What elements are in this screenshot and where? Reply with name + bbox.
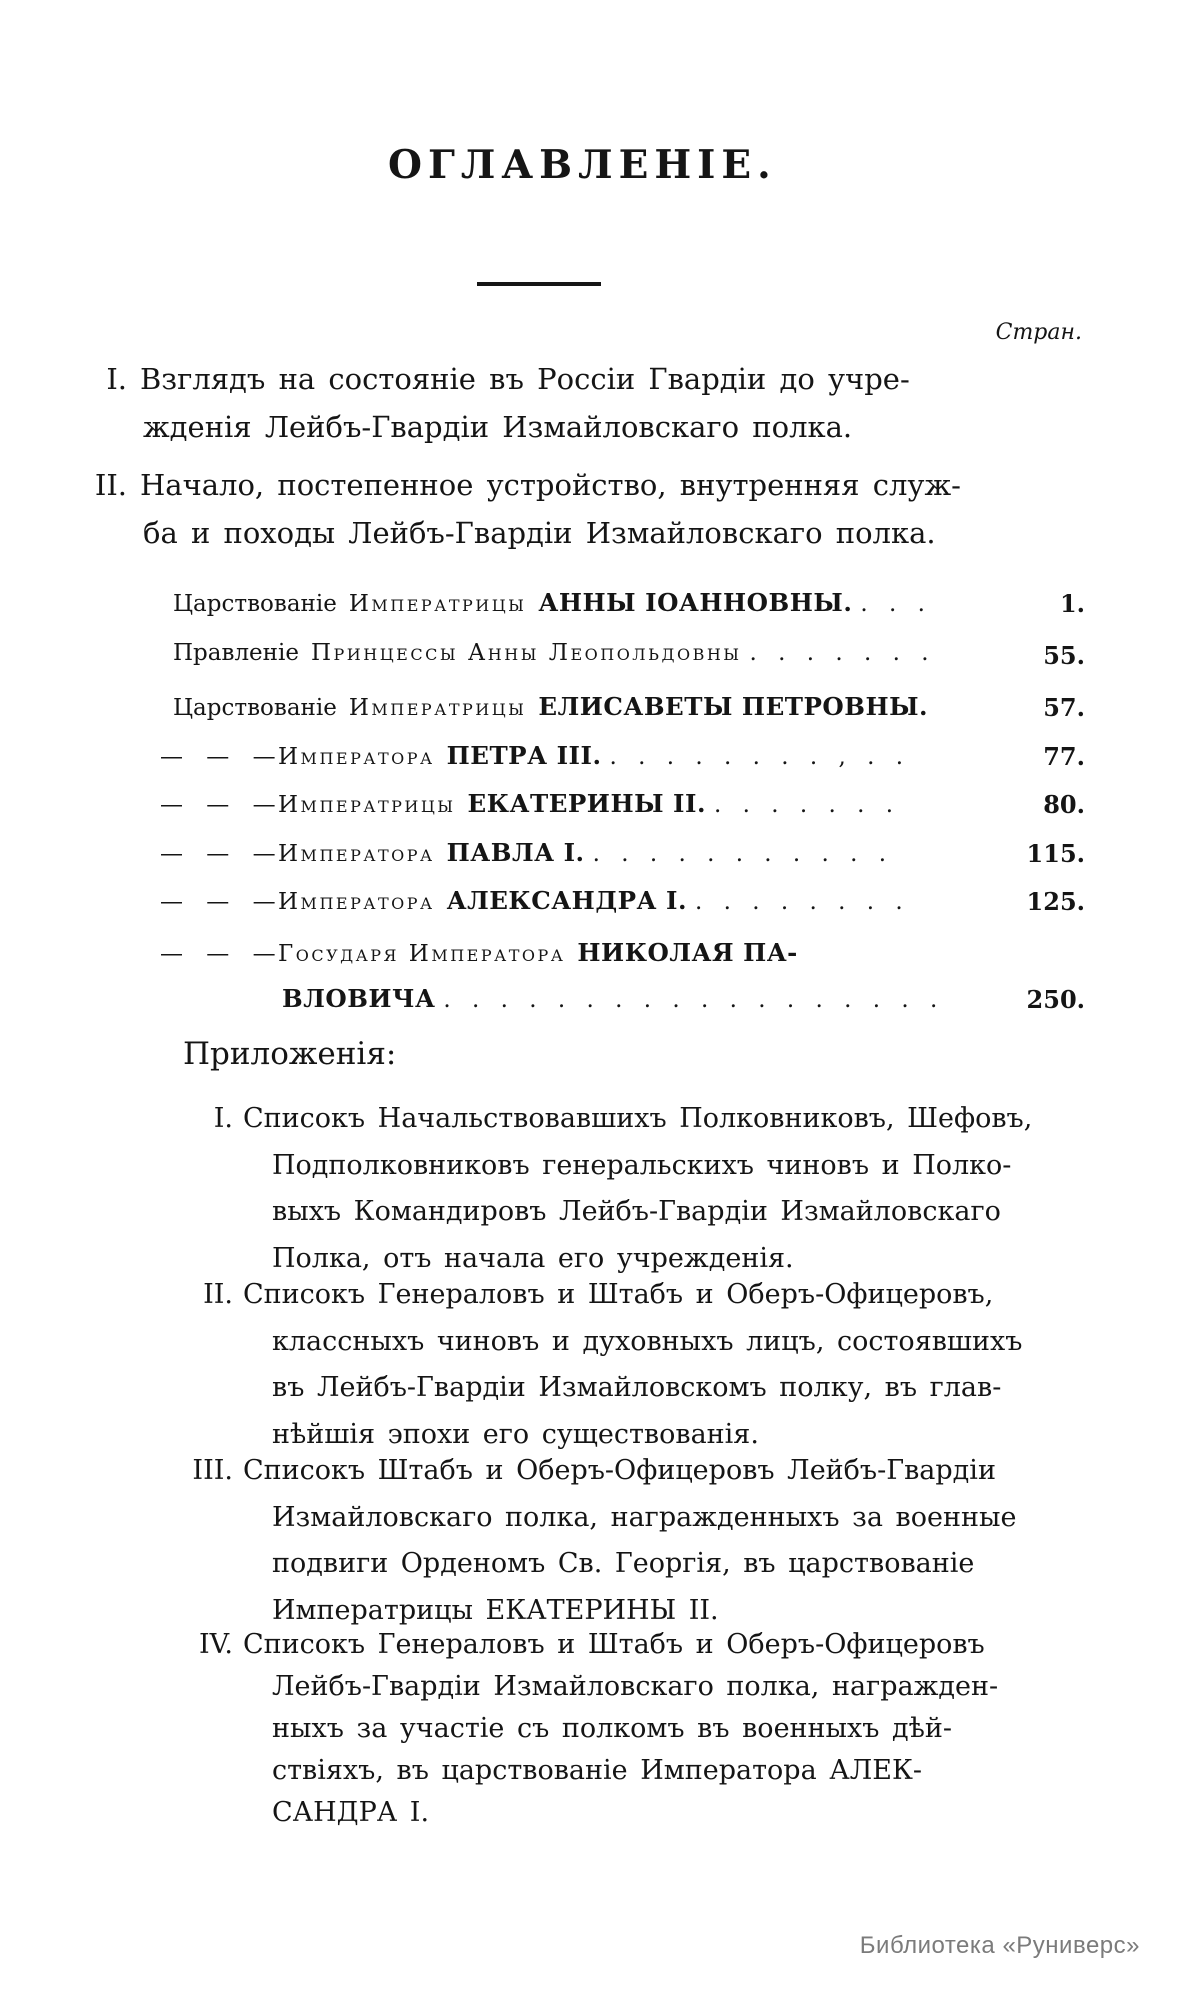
toc-row-title: Императрицы [348, 695, 527, 721]
ditto-dashes: — — — [160, 941, 284, 967]
dot-leader: . . . . . . . . , . . [609, 744, 911, 770]
appendix-text-line: ствіяхъ, въ царствованіе Императора АЛЕК- [272, 1755, 922, 1786]
section-text-line: жденія Лейбъ-Гвардіи Измайловскаго полка. [143, 410, 853, 444]
toc-row [160, 789, 1085, 823]
appendix-number: I. [213, 1103, 233, 1134]
toc-row [160, 838, 1085, 872]
toc-row-title: Императора [278, 744, 435, 770]
toc-row-lead: Царствованіе [173, 591, 337, 617]
appendix-text-line: Полка, отъ начала его учрежденія. [272, 1242, 794, 1274]
toc-row-title: Императора [278, 889, 435, 915]
toc-row-name: ПЕТРА III. [446, 741, 602, 770]
page-number: 57. [1043, 693, 1085, 722]
dot-leader: . . . [860, 591, 932, 617]
dot-leader: . . . . . . . . [695, 889, 910, 915]
appendix-text-line: Измайловскаго полка, награжденныхъ за военные [272, 1501, 1017, 1533]
appendix-item [213, 1096, 1088, 1282]
appendix-text-line: въ Лейбъ-Гвардіи Измайловскомъ полку, въ глав- [272, 1372, 1002, 1403]
appendix-text-line: Списокъ Генераловъ и Штабъ и Оберъ-Офицеровъ [243, 1629, 985, 1660]
appendix-text-line: САНДРА I. [272, 1797, 430, 1828]
appendix-text-line: Списокъ Начальствовавшихъ Полковниковъ, Шефовъ, [243, 1103, 1033, 1134]
page-title: ОГЛАВЛЕНІЕ. [388, 142, 777, 188]
toc-row [160, 741, 1085, 775]
toc-row-title: Императрицы [348, 591, 527, 617]
page-number: 115. [1026, 839, 1085, 868]
section-text-line: Начало, постепенное устройство, внутренняя служ- [140, 468, 961, 502]
toc-row [160, 588, 1085, 622]
appendices-heading: Приложенія: [183, 1036, 397, 1072]
appendix-text-line: подвиги Орденомъ Св. Георгія, въ царствованіе [272, 1548, 975, 1579]
page-number: 1. [1059, 589, 1085, 618]
dot-leader: . . . . . . . [714, 792, 901, 818]
toc-row-name: ЕКАТЕРИНЫ II. [467, 789, 707, 818]
appendix-text-line: Подполковниковъ генеральскихъ чиновъ и Полко- [272, 1149, 1012, 1181]
appendix-text-line: Списокъ Генераловъ и Штабъ и Оберъ-Офицеровъ, [243, 1279, 994, 1310]
toc-row-continuation [160, 984, 1085, 1018]
toc-row-title: Императрицы [278, 792, 456, 818]
appendix-number: III. [192, 1455, 233, 1486]
toc-row-name: ЕЛИСАВЕТЫ ПЕТРОВНЫ. [538, 692, 929, 721]
toc-row-title: Принцессы Анны Леопольдовны [310, 640, 742, 666]
appendix-text-line: Списокъ Штабъ и Оберъ-Офицеровъ Лейбъ-Гвардіи [243, 1455, 996, 1486]
page-column-header: Стран. [995, 320, 1082, 345]
toc-row-lead: Царствованіе [173, 695, 337, 721]
toc-row-title: Императора [278, 841, 435, 867]
dot-leader: . . . . . . . . . . . [592, 841, 894, 867]
page-number: 125. [1026, 887, 1085, 916]
appendix-item [198, 1624, 1088, 1834]
section-number: II. [94, 468, 127, 502]
toc-row-name: АЛЕКСАНДРА I. [446, 886, 688, 915]
section-text-line: ба и походы Лейбъ-Гвардіи Измайловскаго полка. [143, 516, 936, 550]
title-divider [477, 282, 601, 286]
section-number: I. [106, 362, 127, 396]
ditto-dashes: — — — [160, 744, 284, 770]
appendix-text-line: ныхъ за участіе съ полкомъ въ военныхъ дѣй- [272, 1713, 953, 1744]
ditto-dashes: — — — [160, 841, 284, 867]
library-watermark: Библиотека «Руниверс» [859, 1932, 1140, 1959]
appendix-number: IV. [198, 1629, 233, 1660]
toc-row-name: ПАВЛА I. [446, 838, 585, 867]
appendix-text-line: выхъ Командировъ Лейбъ-Гвардіи Измайловскаго [272, 1196, 1001, 1227]
appendix-text-line: Лейбъ-Гвардіи Измайловскаго полка, награжден- [272, 1671, 999, 1702]
toc-row-name: ВЛОВИЧА [282, 984, 436, 1013]
toc-row [160, 938, 1085, 972]
section-text-line: Взглядъ на состояніе въ Россіи Гвардіи до учре- [140, 362, 910, 396]
appendix-text-line: классныхъ чиновъ и духовныхъ лицъ, состоявшихъ [272, 1325, 1023, 1357]
dot-leader: . . . . . . . . . . . . . . . . . . [443, 987, 945, 1013]
toc-row [160, 640, 1085, 674]
page-number: 80. [1043, 790, 1085, 819]
appendix-text-line: Императрицы ЕКАТЕРИНЫ II. [272, 1594, 719, 1626]
toc-row [160, 692, 1085, 726]
appendix-item [192, 1448, 1088, 1634]
page-number: 77. [1043, 742, 1085, 771]
toc-row-lead: Правленіе [173, 640, 299, 666]
toc-row-name: АННЫ ІОАННОВНЫ. [538, 588, 853, 617]
dot-leader: . . . . . . . [749, 640, 936, 666]
toc-row-name: НИКОЛАЯ ПА- [577, 938, 798, 967]
appendix-number: II. [203, 1279, 233, 1310]
toc-row [160, 886, 1085, 920]
toc-row-title: Государя Императора [278, 941, 566, 967]
ditto-dashes: — — — [160, 792, 284, 818]
page-number: 250. [1026, 985, 1085, 1014]
appendix-text-line: нѣйшія эпохи его существованія. [272, 1418, 759, 1450]
ditto-dashes: — — — [160, 889, 284, 915]
appendix-item [203, 1272, 1088, 1458]
page-number: 55. [1043, 641, 1085, 670]
